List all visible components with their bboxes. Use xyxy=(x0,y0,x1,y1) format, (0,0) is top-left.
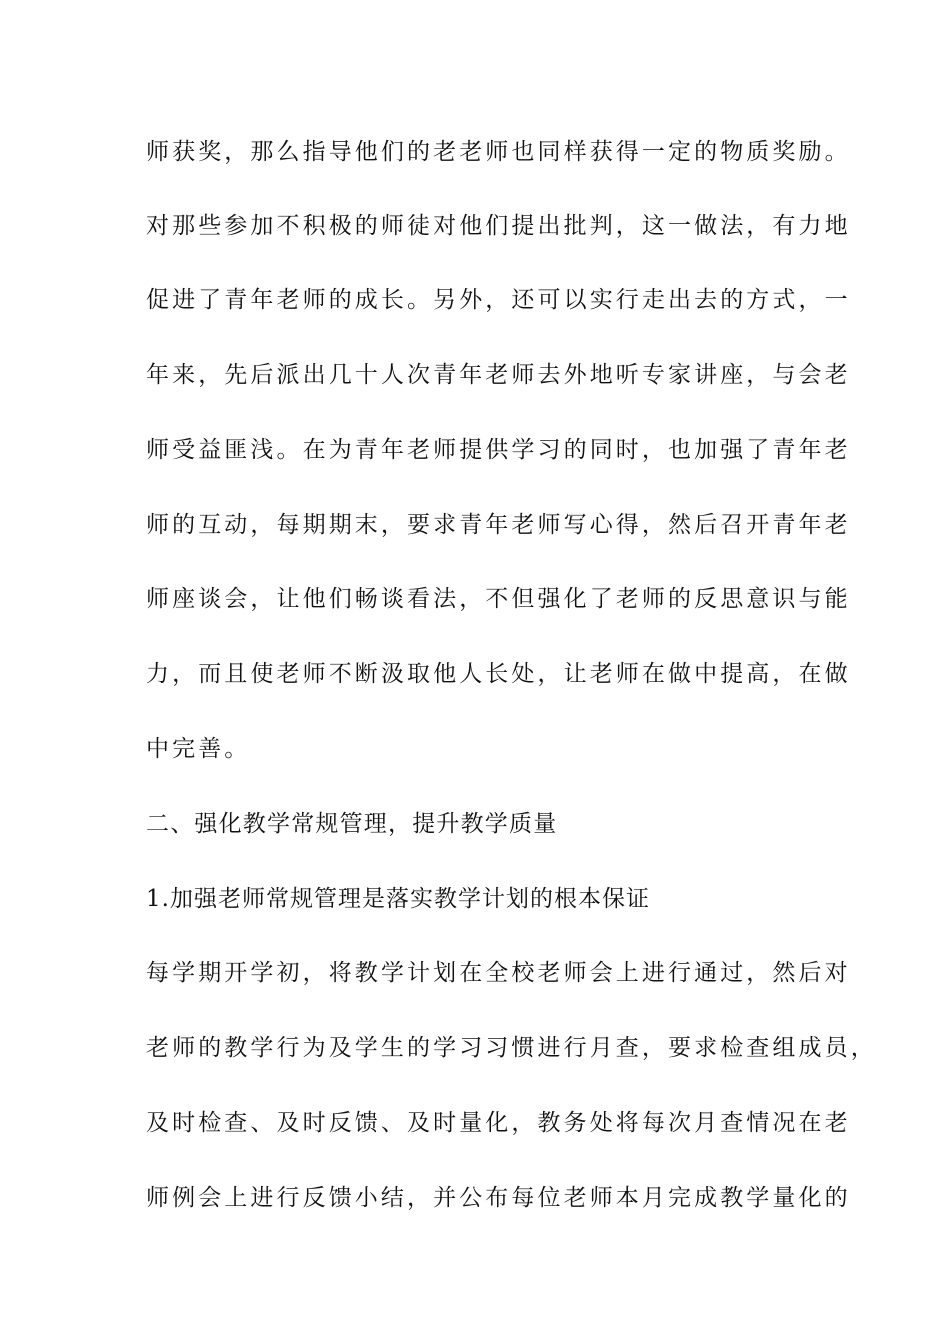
paragraph-line: 及时检查、及时反馈、及时量化，教务处将每次月查情况在老 xyxy=(146,1110,851,1136)
section-heading: 二、强化教学常规管理，提升教学质量 xyxy=(146,811,558,837)
paragraph-line: 师获奖，那么指导他们的老老师也同样获得一定的物质奖励。 xyxy=(146,139,851,165)
paragraph-line: 师座谈会，让他们畅谈看法，不但强化了老师的反思意识与能 xyxy=(146,586,851,612)
paragraph-line: 老师的教学行为及学生的学习习惯进行月查，要求检查组成员， xyxy=(146,1035,877,1061)
paragraph-line: 师例会上进行反馈小结，并公布每位老师本月完成教学量化的 xyxy=(146,1185,851,1211)
subsection-heading: 1.加强老师常规管理是落实教学计划的根本保证 xyxy=(146,886,650,912)
paragraph-line: 师的互动，每期期末，要求青年老师写心得，然后召开青年老 xyxy=(146,512,851,538)
paragraph-line: 中完善。 xyxy=(146,736,251,762)
paragraph-line: 每学期开学初，将教学计划在全校老师会上进行通过，然后对 xyxy=(146,960,851,986)
paragraph-line: 力，而且使老师不断汲取他人长处，让老师在做中提高，在做 xyxy=(146,661,851,687)
paragraph-line: 师受益匪浅。在为青年老师提供学习的同时，也加强了青年老 xyxy=(146,437,851,463)
paragraph-line: 年来，先后派出几十人次青年老师去外地听专家讲座，与会老 xyxy=(146,362,851,388)
paragraph-line: 促进了青年老师的成长。另外，还可以实行走出去的方式，一 xyxy=(146,287,851,313)
paragraph-line: 对那些参加不积极的师徒对他们提出批判，这一做法，有力地 xyxy=(146,213,851,239)
